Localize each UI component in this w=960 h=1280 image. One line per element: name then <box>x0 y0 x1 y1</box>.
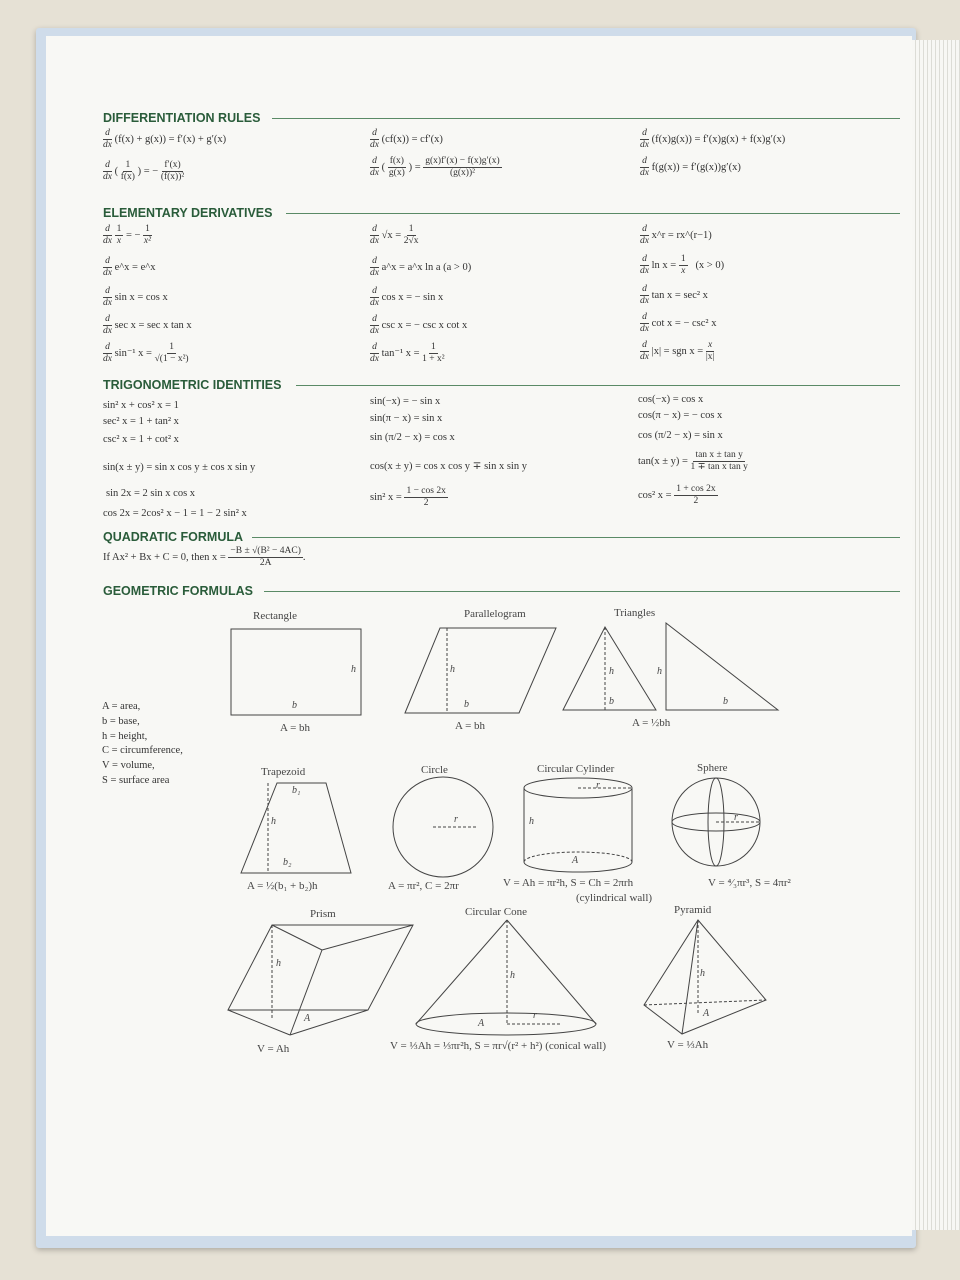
sin-sum: sin(x ± y) = sin x cos y ± cos x sin y <box>103 462 256 473</box>
height-label: h <box>609 666 614 677</box>
parallelogram-title: Parallelogram <box>464 608 526 620</box>
sum-rule: $\frac{d}{dx}$ (f(x) + g(x)) = f′(x) + g′(x) <box>103 128 227 150</box>
tan-sum: tan(x ± y) = $\frac{\text{tan x ± tan y}}{\text{1 ∓ tan x tan y}}$ <box>638 450 748 472</box>
reciprocal-rule: $\frac{d}{dx}$ ( $\frac{1}{f(x)}$ ) = − $\frac{f'(x)}{\text{(f(x))²}}$ <box>103 160 185 182</box>
deriv-sqrt: $\frac{d}{dx}$ √x = $\frac{1}{2√x}$ <box>370 224 419 246</box>
section-elementary: ELEMENTARY DERIVATIVES <box>103 206 273 220</box>
legend-item: V = volume, <box>102 760 155 772</box>
legend-item: h = height, <box>102 730 148 742</box>
deriv-sec: $\frac{d}{dx}$ sec x = sec x tan x <box>103 314 192 336</box>
deriv-abs: $\frac{d}{dx}$ |x| = sgn x = $\frac{x}{|x|}$ <box>640 340 715 362</box>
cylinder-formula: V = Ah = πr²h, S = Ch = 2πrh <box>503 877 634 889</box>
parallelogram-shape <box>405 628 556 713</box>
radius-label: r <box>533 1010 537 1021</box>
sin-cofunction: sin (π/2 − x) = cos x <box>370 432 455 443</box>
csc-identity: csc² x = 1 + cot² x <box>103 434 179 445</box>
deriv-sin: $\frac{d}{dx}$ sin x = cos x <box>103 286 168 308</box>
height-label: h <box>510 970 515 981</box>
prism-edge <box>322 925 413 950</box>
triangles-formula: A = ½bh <box>632 717 671 729</box>
legend-item: S = surface area <box>102 774 170 786</box>
deriv-csc: $\frac{d}{dx}$ csc x = − csc x cot x <box>370 314 468 336</box>
sec-identity: sec² x = 1 + tan² x <box>103 416 179 427</box>
cone-side <box>507 920 596 1024</box>
cone-side <box>416 920 507 1024</box>
deriv-exp: $\frac{d}{dx}$ e^x = e^x <box>103 256 156 278</box>
trapezoid-formula: A = ½(b₁ + b₂)h <box>247 880 318 892</box>
section-trig: TRIGONOMETRIC IDENTITIES <box>103 378 282 392</box>
deriv-tan: $\frac{d}{dx}$ tan x = sec² x <box>640 284 708 306</box>
cos-pi-minus: cos(π − x) = − cos x <box>638 410 723 421</box>
height-label: h <box>351 664 356 675</box>
deriv-cot: $\frac{d}{dx}$ cot x = − csc² x <box>640 312 717 334</box>
product-rule: $\frac{d}{dx}$ (f(x)g(x)) = f′(x)g(x) + f(x)g′(x) <box>640 128 786 150</box>
quotient-rule: $\frac{d}{dx}$ ( $\frac{f(x)}{g(x)}$ ) = $\frac{g(x)f'(x) - f(x)g'(x)}{\text{(g(x))²}}$ <box>370 156 500 178</box>
rectangle-formula: A = bh <box>280 722 311 734</box>
rectangle-title: Rectangle <box>253 610 297 622</box>
constant-rule: $\frac{d}{dx}$ (cf(x)) = cf′(x) <box>370 128 443 150</box>
quadratic-formula: If Ax² + Bx + C = 0, then x = $\frac{\text{−B ± √(B² − 4AC)}}{2A}$ . <box>103 546 306 568</box>
radius-label: r <box>454 814 458 825</box>
pyramid-title: Pyramid <box>674 904 712 916</box>
cos-double: cos 2x = 2cos² x − 1 = 1 − 2 sin² x <box>103 508 247 519</box>
height-label: h <box>657 666 662 677</box>
base-label: b <box>723 696 728 707</box>
sin-neg: sin(−x) = − sin x <box>370 396 441 407</box>
section-differentiation: DIFFERENTIATION RULES <box>103 111 261 125</box>
triangles-title: Triangles <box>614 607 656 619</box>
cos-sum: cos(x ± y) = cos x cos y ∓ sin x sin y <box>370 461 527 472</box>
section-quadratic: QUADRATIC FORMULA <box>103 530 244 544</box>
cylinder-note: (cylindrical wall) <box>576 892 653 904</box>
deriv-arctan: $\frac{d}{dx}$ tan⁻¹ x = $\frac{1}{\text{1 + x²}}$ <box>370 342 445 364</box>
deriv-1-over-x: $\frac{d}{dx}$ $\frac{1}{x}$ = − $\frac{1}{\text{x²}}$ <box>103 224 151 246</box>
sphere-formula: V = ⁴⁄₃πr³, S = 4πr² <box>708 877 791 889</box>
legend-item: A = area, <box>102 701 141 712</box>
prism-edge <box>228 1010 290 1035</box>
height-label: h <box>276 958 281 969</box>
area-label: A <box>304 1013 311 1024</box>
cylinder-title: Circular Cylinder <box>537 763 615 775</box>
sphere-title: Sphere <box>697 762 728 774</box>
prism-title: Prism <box>310 908 336 920</box>
deriv-power: $\frac{d}{dx}$ x^r = rx^(r−1) <box>640 224 712 246</box>
deriv-arcsin: $\frac{d}{dx}$ sin⁻¹ x = $\frac{1}{\text{√(1 − x²)}}$ <box>103 342 189 364</box>
cone-title: Circular Cone <box>465 906 528 918</box>
section-geometric: GEOMETRIC FORMULAS <box>103 584 253 598</box>
cos-squared: cos² x = $\frac{1 + \cos 2x}{2}$ <box>638 484 716 506</box>
cone-base <box>416 1013 596 1035</box>
hidden-edge <box>644 1000 766 1005</box>
pythag-identity: sin² x + cos² x = 1 <box>103 400 179 411</box>
prism-edge <box>272 925 322 950</box>
prism-top <box>228 925 413 1010</box>
top-base-label: b₁ <box>292 785 301 796</box>
cos-cofunction: cos (π/2 − x) = sin x <box>638 430 723 441</box>
base-label: b <box>292 700 297 711</box>
height-label: h <box>271 816 276 827</box>
height-label: h <box>450 664 455 675</box>
deriv-ln: $\frac{d}{dx}$ ln x = $\frac{1}{x}$ (x > 0) <box>640 254 725 276</box>
pyramid-edge <box>682 920 698 1034</box>
bottom-base-label: b₂ <box>283 857 292 868</box>
sin-double: sin 2x = 2 sin x cos x <box>106 488 196 499</box>
area-label: A <box>572 855 579 866</box>
area-label: A <box>478 1018 485 1029</box>
area-label: A <box>703 1008 710 1019</box>
prism-formula: V = Ah <box>257 1043 290 1055</box>
sin-squared: sin² x = $\frac{1 - \cos 2x}{2}$ <box>370 486 446 508</box>
pyramid-formula: V = ⅓Ah <box>667 1039 709 1051</box>
radius-label: r <box>596 780 600 791</box>
trapezoid-shape <box>241 783 351 873</box>
cone-formula: V = ⅓Ah = ⅓πr²h, S = πr√(r² + h²) (conical wall) <box>390 1040 606 1052</box>
deriv-exp-a: $\frac{d}{dx}$ a^x = a^x ln a (a > 0) <box>370 256 472 278</box>
radius-label: r <box>734 812 738 823</box>
base-label: b <box>464 699 469 710</box>
cos-neg: cos(−x) = cos x <box>638 394 704 405</box>
circle-title: Circle <box>421 764 448 776</box>
circle-formula: A = πr², C = 2πr <box>388 880 459 892</box>
legend-item: b = base, <box>102 715 140 727</box>
trapezoid-title: Trapezoid <box>261 766 306 778</box>
parallelogram-formula: A = bh <box>455 720 486 732</box>
legend-item: C = circumference, <box>102 745 183 757</box>
triangle-right-shape <box>666 623 778 710</box>
base-label: b <box>609 696 614 707</box>
height-label: h <box>700 968 705 979</box>
deriv-cos: $\frac{d}{dx}$ cos x = − sin x <box>370 286 444 308</box>
prism-edge <box>290 1010 368 1035</box>
height-label: h <box>529 816 534 827</box>
chain-rule: $\frac{d}{dx}$ f(g(x)) = f′(g(x))g′(x) <box>640 156 741 178</box>
sin-pi-minus: sin(π − x) = sin x <box>370 413 443 424</box>
